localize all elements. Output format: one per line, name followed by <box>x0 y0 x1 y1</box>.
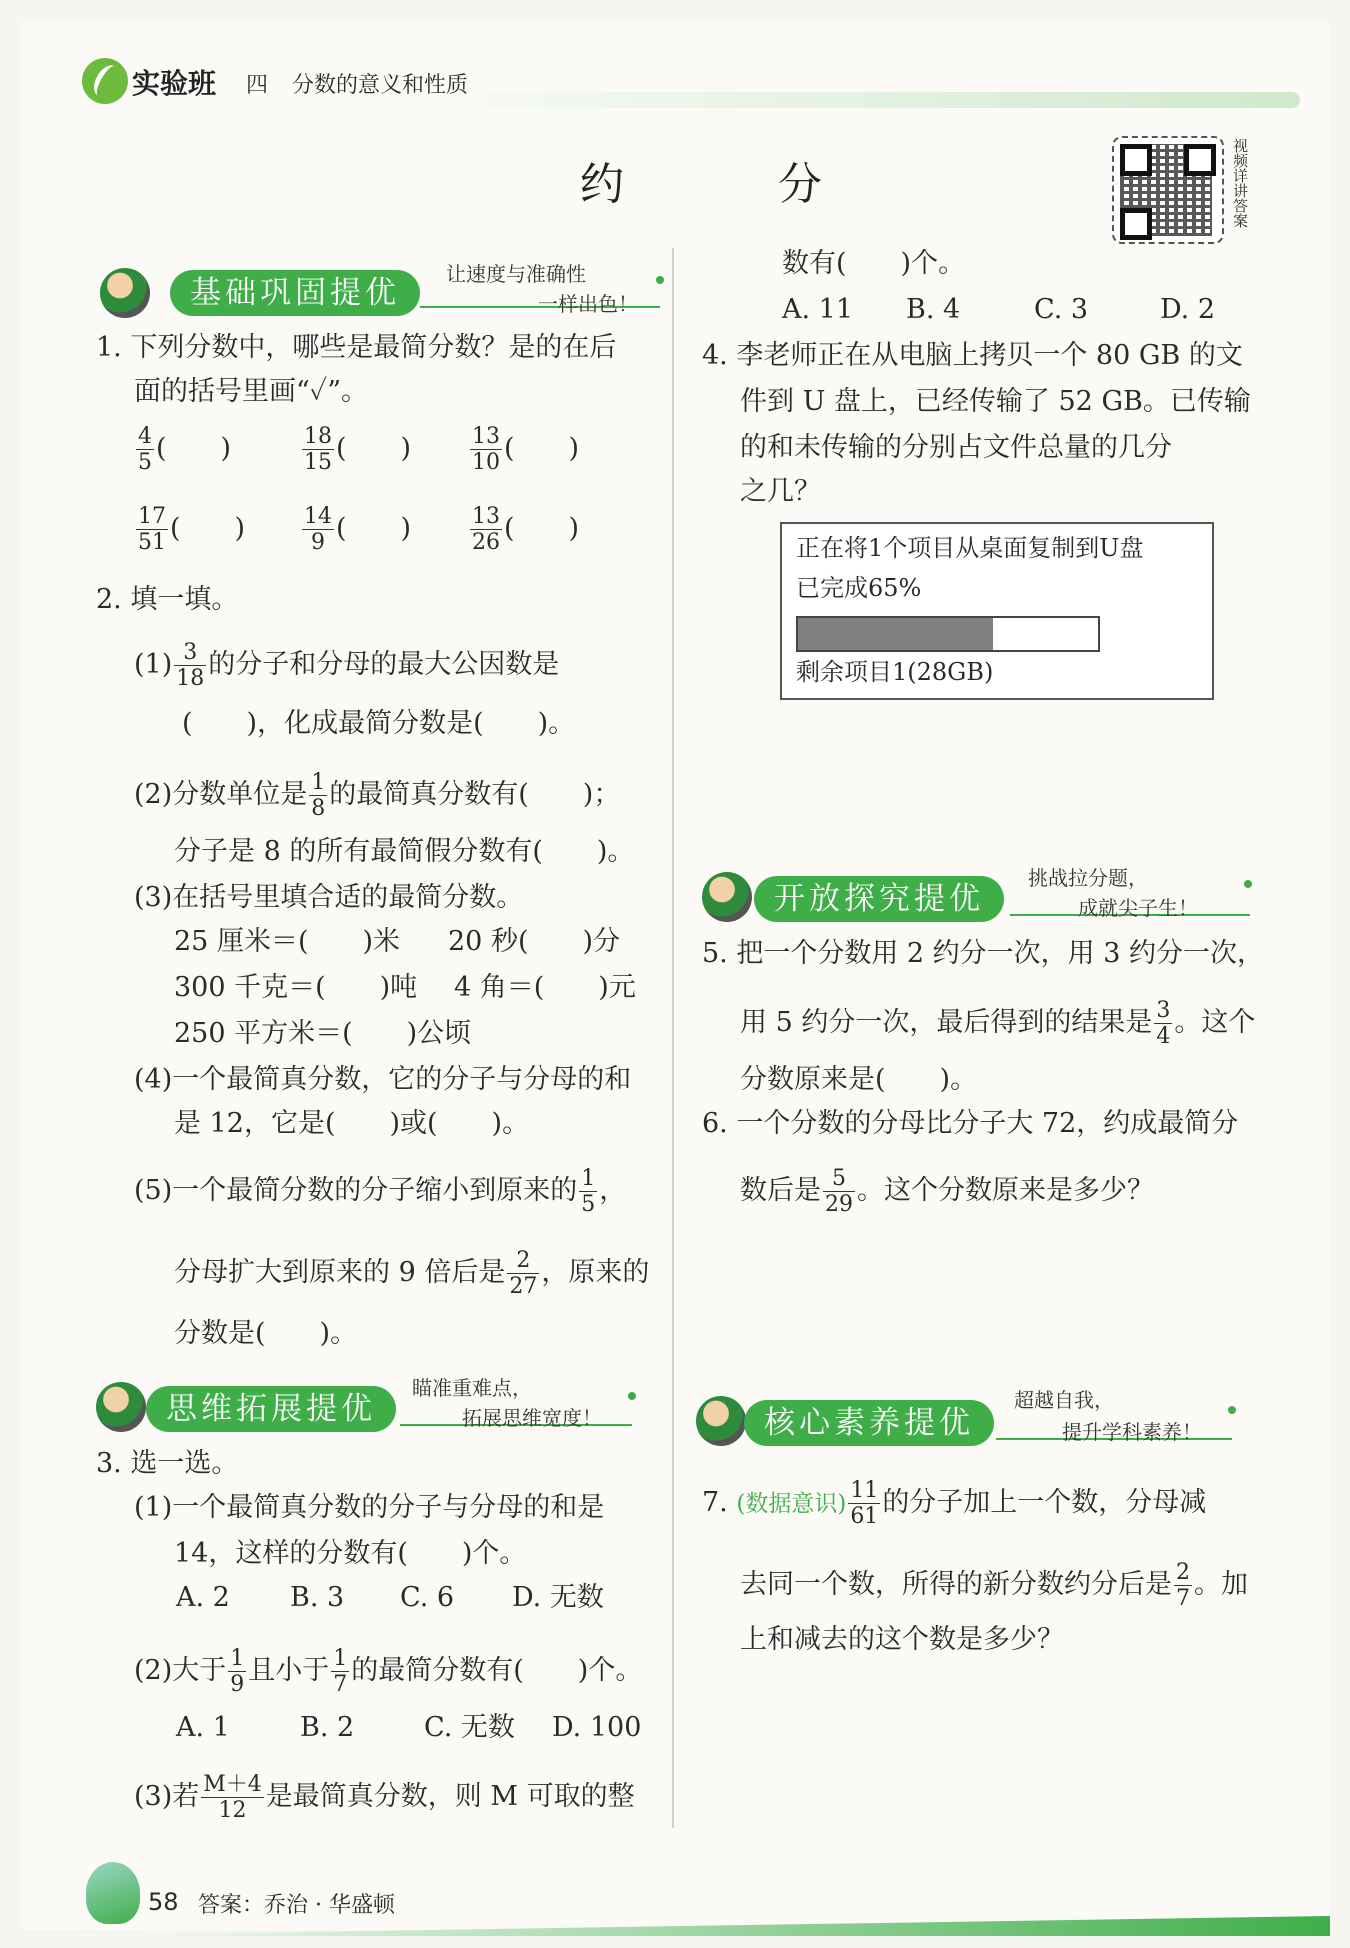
q4-line2: 件到 U 盘上，已经传输了 52 GB。已传输 <box>740 386 1251 417</box>
option[interactable]: D. 100 <box>552 1712 642 1743</box>
mascot-icon <box>696 1396 746 1446</box>
q1-item: $\frac{4}{5}$ ( ) <box>138 424 232 475</box>
unit-number: 四 <box>246 73 269 98</box>
header-decoration <box>480 92 1300 108</box>
progress-bar <box>796 616 1100 652</box>
dialog-remaining: 剩余项目1(28GB) <box>796 658 994 686</box>
q7-line2: 去同一个数，所得的新分数约分后是 $\frac{2}{7}$ 。加 <box>740 1560 1248 1611</box>
section-core: 核心素养提优 <box>744 1400 994 1446</box>
q3-p2: (2)大于 $\frac{1}{9}$ 且小于 $\frac{1}{7}$ 的最简分数有( )个。 <box>134 1646 643 1697</box>
page-number: 58 <box>148 1888 179 1916</box>
q2-p3-d: 4 角＝( )元 <box>454 972 636 1003</box>
q7-line1: 7. (数据意识) $\frac{11}{61}$ 的分子加上一个数，分母减 <box>702 1478 1207 1529</box>
section-tip: 瞄准重难点， <box>412 1376 532 1400</box>
dialog-title: 正在将1个项目从桌面复制到U盘 <box>796 534 1144 562</box>
q7-line3: 上和减去的这个数是多少？ <box>740 1624 1064 1655</box>
copy-dialog <box>780 522 1214 700</box>
mascot-icon <box>96 1382 146 1432</box>
option[interactable]: A. 1 <box>176 1712 230 1743</box>
q1-line1: 1. 下列分数中，哪些是最简分数？是的在后 <box>96 332 617 363</box>
q5-line1: 5. 把一个分数用 2 约分一次，用 3 约分一次， <box>702 938 1265 969</box>
q1-item: $\frac{13}{10}$ ( ) <box>472 424 580 475</box>
q1-item: $\frac{17}{51}$ ( ) <box>138 504 246 555</box>
dot <box>1244 880 1252 888</box>
q2-p3-a: 25 厘米＝( )米 <box>174 926 401 957</box>
dot <box>628 1392 636 1400</box>
page-title: 约 分 <box>580 159 892 210</box>
q5-line2: 用 5 约分一次，最后得到的结果是 $\frac{3}{4}$ 。这个 <box>740 998 1256 1049</box>
q6-line1: 6. 一个分数的分母比分子大 72，约成最简分 <box>702 1108 1239 1139</box>
option[interactable]: A. 11 <box>782 294 854 325</box>
section-thinking: 思维拓展提优 <box>146 1386 396 1432</box>
q2-p1-line2: ( )，化成最简分数是( )。 <box>182 708 576 739</box>
progress-fill <box>798 618 993 650</box>
section-tip: 提升学科素养！ <box>1062 1420 1202 1444</box>
dot <box>656 276 664 284</box>
q1-line2: 面的括号里画“✓”。 <box>134 376 369 407</box>
q2-p5-line2: 分母扩大到原来的 9 倍后是 $\frac{2}{27}$ ，原来的 <box>174 1248 650 1299</box>
dolphin-icon <box>86 1862 140 1924</box>
option[interactable]: D. 无数 <box>512 1582 604 1613</box>
q3-p1-line2: 14，这样的分数有( )个。 <box>174 1538 527 1569</box>
q2-p4-line1: (4)一个最简真分数，它的分子与分母的和 <box>134 1064 632 1095</box>
mascot-icon <box>100 268 150 318</box>
q2-p2: (2)分数单位是 $\frac{1}{8}$ 的最简真分数有( )； <box>134 770 621 821</box>
q1-item: $\frac{14}{9}$ ( ) <box>304 504 412 555</box>
section-tip: 挑战拉分题， <box>1028 866 1148 890</box>
option[interactable]: C. 3 <box>1034 294 1089 325</box>
q2-p4-line2: 是 12，它是( )或( )。 <box>174 1108 530 1139</box>
qr-code-icon[interactable] <box>1112 136 1224 244</box>
q6-line2: 数后是 $\frac{5}{29}$ 。这个分数原来是多少？ <box>740 1166 1154 1217</box>
dot <box>1228 1406 1236 1414</box>
leaf-logo-icon <box>82 58 128 104</box>
option[interactable]: D. 2 <box>1160 294 1216 325</box>
option[interactable]: C. 无数 <box>424 1712 515 1743</box>
q2-p5-line3: 分数是( )。 <box>174 1318 358 1349</box>
option[interactable]: A. 2 <box>176 1582 230 1613</box>
q2-p2-line2: 分子是 8 的所有最简假分数有( )。 <box>174 836 635 867</box>
q3-head: 3. 选一选。 <box>96 1448 239 1479</box>
option[interactable]: B. 4 <box>906 294 961 325</box>
q3-p1-line1: (1)一个最简真分数的分子与分母的和是 <box>134 1492 605 1523</box>
q2-p3-e: 250 平方米＝( )公顷 <box>174 1018 472 1049</box>
section-tip: 拓展思维宽度！ <box>462 1406 602 1430</box>
q4-line1: 4. 李老师正在从电脑上拷贝一个 80 GB 的文 <box>702 340 1243 371</box>
option[interactable]: B. 2 <box>300 1712 355 1743</box>
section-tip: 一样出色！ <box>538 292 638 316</box>
q3-p3: (3)若 $\frac{M+4}{12}$ 是最简真分数，则 M 可取的整 <box>134 1772 635 1823</box>
q2-head: 2. 填一填。 <box>96 584 239 615</box>
section-open: 开放探究提优 <box>754 876 1004 922</box>
q2-p3-head: (3)在括号里填合适的最简分数。 <box>134 882 524 913</box>
qr-label: 视频详讲答案 <box>1231 138 1249 228</box>
brand: 实验班 <box>132 67 217 100</box>
section-basic: 基础巩固提优 <box>170 270 420 316</box>
dialog-progress-text: 已完成65% <box>796 574 922 602</box>
q2-p1: (1) $\frac{3}{18}$ 的分子和分母的最大公因数是 <box>134 640 560 691</box>
answer-note: 答案：乔治 · 华盛顿 <box>198 1893 395 1918</box>
section-tip: 成就尖子生！ <box>1078 896 1198 920</box>
option[interactable]: C. 6 <box>400 1582 455 1613</box>
section-tip: 让速度与准确性 <box>446 262 586 286</box>
q2-p5-line1: (5)一个最简分数的分子缩小到原来的 $\frac{1}{5}$ ， <box>134 1166 627 1217</box>
q3-p3-cont: 数有( )个。 <box>782 248 966 279</box>
option[interactable]: B. 3 <box>290 1582 345 1613</box>
section-tip: 超越自我， <box>1014 1388 1114 1412</box>
q1-item: $\frac{18}{15}$ ( ) <box>304 424 412 475</box>
q4-line4: 之几？ <box>740 476 821 507</box>
chapter-title: 分数的意义和性质 <box>292 73 469 98</box>
column-divider <box>672 248 674 1828</box>
q1-item: $\frac{13}{26}$ ( ) <box>472 504 580 555</box>
q5-line3: 分数原来是( )。 <box>740 1064 978 1095</box>
mascot-icon <box>702 872 752 922</box>
q2-p3-b: 20 秒( )分 <box>448 926 621 957</box>
q2-p3-c: 300 千克＝( )吨 <box>174 972 418 1003</box>
q4-line3: 的和未传输的分别占文件总量的几分 <box>740 432 1172 463</box>
